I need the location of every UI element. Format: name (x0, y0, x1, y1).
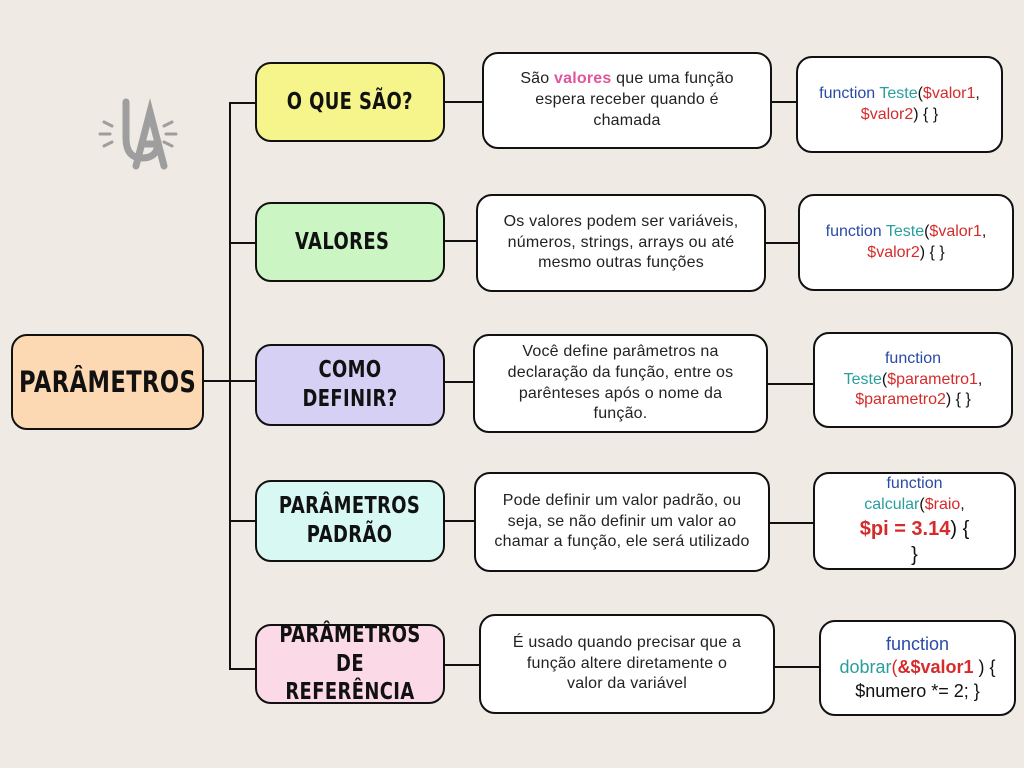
desc-connector-2 (444, 240, 478, 242)
code-snippet: function dobrar(&$valor1 ) { $numero *= 2; } (839, 633, 996, 701)
desc-connector-3 (444, 381, 474, 383)
highlight-word: valores (554, 70, 612, 88)
code-values (798, 194, 1014, 291)
code-snippet: function Teste($valor1, $valor2) { } (825, 222, 987, 261)
desc-default-params (474, 472, 770, 572)
code-snippet: function calcular($raio, $pi = 3.14) { } (859, 475, 970, 566)
desc-text: São valores que uma função espera receber quando é chamada (520, 70, 734, 129)
branch-title: VALORES (295, 228, 390, 255)
branch-connector-4 (229, 520, 255, 522)
code-default-params (813, 472, 1016, 570)
code-connector-5 (775, 666, 820, 668)
branch-title: PARÂMETROS PADRÃO (279, 493, 421, 548)
branch-values (255, 202, 445, 282)
desc-text: Pode definir um valor padrão, ou seja, se não definir um valor ao chamar a função, ele será utilizado (494, 491, 750, 551)
branch-title: O QUE SÃO? (286, 88, 414, 115)
desc-connector-5 (444, 664, 480, 666)
desc-text: Os valores podem ser variáveis, números, strings, arrays ou até mesmo outras funções (503, 212, 739, 272)
desc-how-define (473, 334, 768, 433)
code-connector-4 (770, 522, 814, 524)
code-connector-3 (768, 383, 814, 385)
main-node (11, 334, 204, 430)
code-connector-1 (771, 101, 797, 103)
desc-reference-params (479, 614, 775, 714)
logo-icon (96, 92, 180, 174)
trunk-line (229, 102, 231, 670)
desc-values (476, 194, 766, 292)
code-snippet: function Teste($valor1, $valor2) { } (819, 84, 980, 123)
desc-text: Você define parâmetros na declaração da função, entre os parênteses após o nome da função. (507, 342, 734, 423)
code-snippet: function Teste($parametro1, $parametro2) { } (843, 349, 983, 409)
branch-connector-1 (229, 102, 255, 104)
branch-reference-params (255, 621, 445, 706)
branch-connector-3 (229, 380, 255, 382)
branch-how-define (255, 344, 445, 426)
desc-connector-1 (444, 101, 484, 103)
branch-connector-2 (229, 242, 255, 244)
code-what-are (796, 56, 1003, 153)
branch-what-are (255, 62, 445, 142)
desc-what-are (482, 52, 772, 149)
branch-title: PARÂMETROS DE REFERÊNCIA (279, 621, 421, 706)
main-node-label: PARÂMETROS (18, 364, 197, 399)
branch-default-params (255, 480, 445, 562)
code-connector-2 (766, 242, 800, 244)
desc-connector-4 (444, 520, 474, 522)
desc-text: É usado quando precisar que a função altere diretamente o valor da variável (512, 633, 742, 693)
code-reference-params (819, 620, 1016, 716)
branch-connector-5 (229, 668, 255, 670)
branch-title: COMO DEFINIR? (302, 357, 398, 412)
code-how-define (813, 332, 1013, 428)
